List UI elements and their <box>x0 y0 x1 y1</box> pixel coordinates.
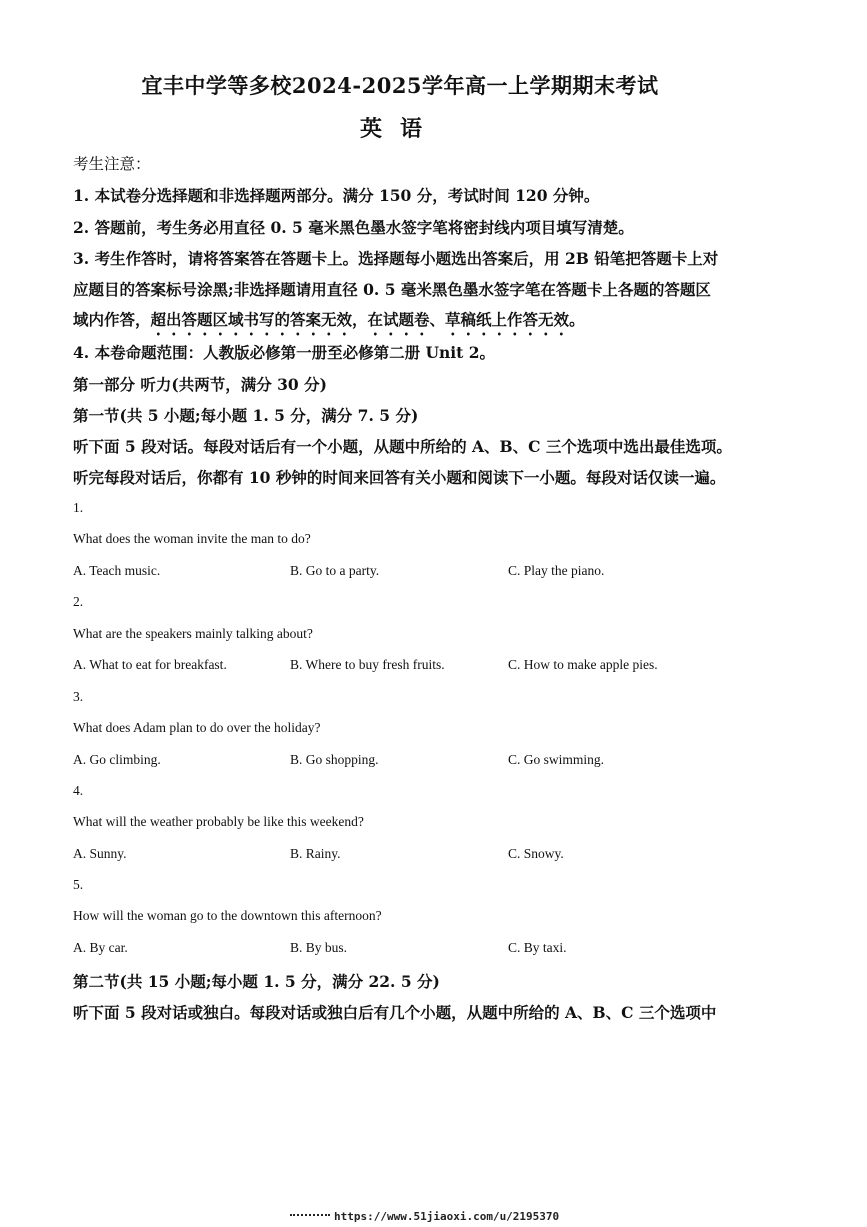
option-b: B. Where to buy fresh fruits. <box>290 657 445 672</box>
exam-title: 宜丰中学等多校2024-2025学年高一上学期期末考试 <box>141 73 659 98</box>
section2-heading: 第二节(共 15 小题;每小题 1. 5 分，满分 22. 5 分) <box>73 972 440 991</box>
option-c: C. Go swimming. <box>508 752 605 767</box>
option-b: B. Go shopping. <box>290 752 379 767</box>
option-c: C. Play the piano. <box>508 563 605 578</box>
question-text: What does the woman invite the man to do? <box>73 531 311 546</box>
notice-heading: 考生注意： <box>73 155 151 173</box>
option-a: A. Go climbing. <box>73 752 161 767</box>
option-b: B. Rainy. <box>290 846 341 861</box>
question-number: 1. <box>73 500 84 515</box>
notice-item-2: 2. 答题前，考生务必用直径 0. 5 毫米黑色墨水签字笔将密封线内项目填写清楚。 <box>73 218 634 237</box>
option-b: B. By bus. <box>290 940 348 955</box>
option-c: C. Snowy. <box>508 846 564 861</box>
part1-heading: 第一部分 听力(共两节，满分 30 分) <box>73 375 327 394</box>
emphasis-text-2: 在试题卷、草稿纸上作答无效 <box>367 310 570 329</box>
section2-instruction-1: 听下面 5 段对话或独白。每段对话或独白后有几个小题，从题中所给的 A、B、C 三个选项中 <box>73 1003 717 1022</box>
section1-instruction-2: 听完每段对话后，你都有 10 秒钟的时间来回答有关小题和阅读下一小题。每段对话仅读一遍。 <box>73 468 726 487</box>
question-text: What does Adam plan to do over the holiday? <box>73 720 321 735</box>
option-a: A. What to eat for breakfast. <box>73 657 227 672</box>
exam-subject: 英语 <box>359 116 440 142</box>
question-number: 5. <box>73 877 84 892</box>
option-b: B. Go to a party. <box>290 563 380 578</box>
watermark-mark-icon <box>290 1214 330 1220</box>
question-number: 4. <box>73 783 84 798</box>
notice-item-3-cont: 应题目的答案标号涂黑;非选择题请用直径 0. 5 毫米黑色墨水签字笔在答题卡上各题的答题区 <box>73 280 711 299</box>
notice-item-3-end: 域内作答，超出答题区域书写的答案无效，在试题卷、草稿纸上作答无效。 <box>73 310 585 329</box>
question-text: What are the speakers mainly talking about? <box>73 626 313 641</box>
section1-heading: 第一节(共 5 小题;每小题 1. 5 分，满分 7. 5 分) <box>73 406 419 425</box>
emphasis-text-1: 超出答题区域书写的答案无效 <box>150 310 353 329</box>
question-text: How will the woman go to the downtown this afternoon? <box>73 908 382 923</box>
option-a: A. Teach music. <box>73 563 161 578</box>
question-number: 2. <box>73 594 84 609</box>
question-number: 3. <box>73 689 84 704</box>
option-c: C. How to make apple pies. <box>508 657 658 672</box>
notice-item-4: 4. 本卷命题范围：人教版必修第一册至必修第二册 Unit 2。 <box>73 343 495 362</box>
notice-item-1: 1. 本试卷分选择题和非选择题两部分。满分 150 分，考试时间 120 分钟。 <box>73 186 600 205</box>
notice-item-3: 3. 考生作答时，请将答案答在答题卡上。选择题每小题选出答案后，用 2B 铅笔把答题卡上对 <box>73 249 719 268</box>
option-c: C. By taxi. <box>508 940 567 955</box>
section1-instruction-1: 听下面 5 段对话。每段对话后有一个小题，从题中所给的 A、B、C 三个选项中选出最佳选项。 <box>73 437 732 456</box>
question-text: What will the weather probably be like this weekend? <box>73 814 364 829</box>
footer-watermark-url: https://www.51jiaoxi.com/u/2195370 <box>290 1210 559 1223</box>
option-a: A. Sunny. <box>73 846 127 861</box>
option-a: A. By car. <box>73 940 128 955</box>
